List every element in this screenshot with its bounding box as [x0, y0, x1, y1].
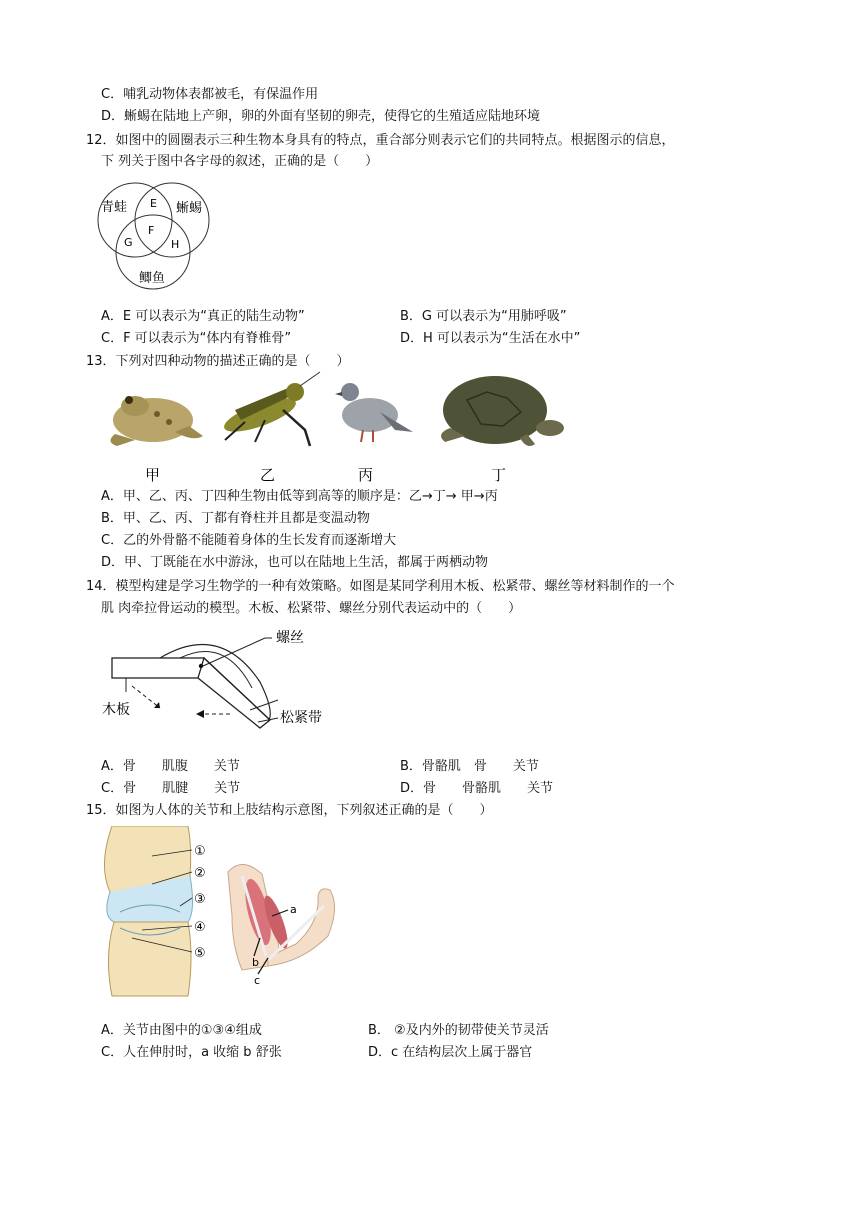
board-label: 木板 — [102, 702, 130, 718]
frog-image — [110, 396, 203, 446]
label-bing: 丙 — [358, 466, 374, 484]
joint-arm-figure — [92, 826, 362, 998]
marker-2: ② — [194, 866, 206, 881]
q13-option-d: D．甲、丁既能在水中游泳，也可以在陆地上生活，都属于两栖动物 — [101, 555, 489, 570]
screw-label: 螺丝 — [276, 630, 304, 646]
q11-option-c: C．哺乳动物体表都被毛，有保温作用 — [101, 87, 319, 102]
q14-option-a: A．骨 肌腹 关节 — [101, 759, 240, 774]
label-c: c — [254, 974, 261, 987]
q13-stem: 13．下列对四种动物的描述正确的是（ ） — [86, 354, 350, 369]
q12-option-c: C．F 可以表示为“体内有脊椎骨” — [101, 331, 292, 346]
q14-stem-line1: 14．模型构建是学习生物学的一种有效策略。如图是某同学利用木板、松紧带、螺丝等材料制作的一个 — [86, 579, 675, 594]
band-label: 松紧带 — [280, 710, 322, 726]
grasshopper-image — [221, 372, 320, 446]
q15-option-a: A．关节由图中的①③④组成 — [101, 1023, 262, 1038]
venn-diagram — [92, 178, 222, 296]
venn-region-f: F — [148, 224, 155, 237]
q13-option-a: A．甲、乙、丙、丁四种生物由低等到高等的顺序是：乙→丁→ 甲→丙 — [101, 489, 498, 504]
marker-5: ⑤ — [194, 946, 206, 961]
joint-diagram — [104, 826, 205, 996]
q12-option-d: D．H 可以表示为“生活在水中” — [400, 331, 581, 346]
q12-option-b: B．G 可以表示为“用肺呼吸” — [400, 309, 567, 324]
q12-stem-line1: 12．如图中的圆圈表示三种生物本身具有的特点，重合部分则表示它们的共同特点。根据图示的信息， — [86, 133, 675, 148]
q12-option-a: A．E 可以表示为“真正的陆生动物” — [101, 309, 305, 324]
animals-figure — [95, 370, 575, 488]
q15-stem: 15．如图为人体的关节和上肢结构示意图，下列叙述正确的是（ ） — [86, 803, 493, 818]
muscle-model-figure — [100, 622, 340, 747]
q13-option-c: C．乙的外骨骼不能随着身体的生长发育而逐渐增大 — [101, 533, 397, 548]
venn-lizard-label: 蜥蜴 — [176, 201, 203, 216]
pigeon-image — [335, 383, 413, 442]
label-jia: 甲 — [145, 466, 161, 484]
label-b: b — [252, 956, 259, 969]
venn-region-h: H — [171, 238, 180, 251]
q14-option-c: C．骨 肌腱 关节 — [101, 781, 241, 796]
q15-option-d: D．c 在结构层次上属于器官 — [368, 1045, 533, 1060]
q15-option-c: C．人在伸肘时，a 收缩 b 舒张 — [101, 1045, 282, 1060]
marker-3: ③ — [194, 892, 206, 907]
marker-1: ① — [194, 844, 206, 859]
label-a: a — [290, 903, 297, 916]
label-yi: 乙 — [260, 466, 276, 484]
marker-4: ④ — [194, 920, 206, 935]
turtle-image — [441, 376, 564, 446]
q11-option-d: D．蜥蜴在陆地上产卵，卵的外面有坚韧的卵壳，使得它的生殖适应陆地环境 — [101, 109, 541, 124]
q13-option-b: B．甲、乙、丙、丁都有脊柱并且都是变温动物 — [101, 511, 370, 526]
q15-option-b: B． ②及内外的韧带使关节灵活 — [368, 1023, 549, 1038]
venn-region-e: E — [150, 197, 157, 210]
arm-diagram — [228, 864, 335, 987]
label-ding: 丁 — [491, 466, 507, 484]
venn-region-g: G — [124, 236, 133, 249]
venn-fish-label: 鲫鱼 — [139, 271, 166, 286]
q14-stem-line2: 肌 肉牵拉骨运动的模型。木板、松紧带、螺丝分别代表运动中的（ ） — [101, 601, 522, 616]
q14-option-b: B．骨骼肌 骨 关节 — [400, 759, 539, 774]
venn-frog-label: 青蛙 — [101, 200, 128, 215]
q12-stem-line2: 下 列关于图中各字母的叙述，正确的是（ ） — [101, 154, 379, 169]
q14-option-d: D．骨 骨骼肌 关节 — [400, 781, 554, 796]
